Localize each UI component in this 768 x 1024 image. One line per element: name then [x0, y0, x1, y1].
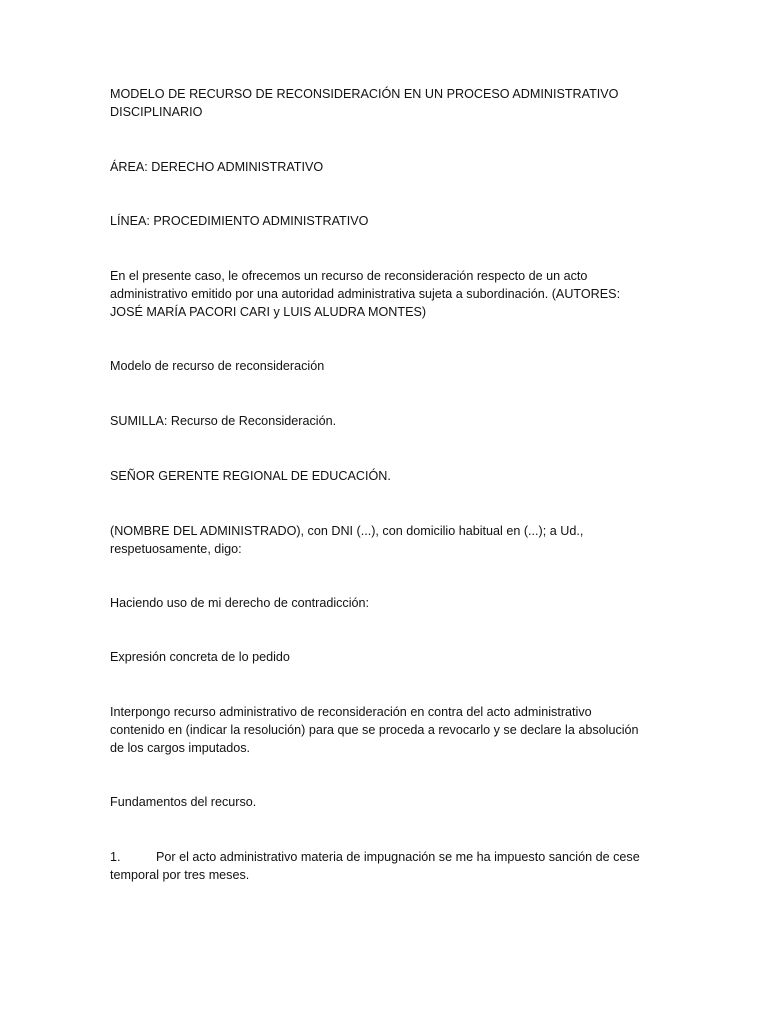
- interpongo-line-1: Interpongo recurso administrativo de reconsideración en contra del acto administrativo: [110, 705, 592, 719]
- interpongo-line-3: de los cargos imputados.: [110, 741, 251, 755]
- numbered-item-1: [110, 848, 670, 884]
- intro-line-1: En el presente caso, le ofrecemos un recurso de reconsideración respecto de un acto: [110, 269, 588, 283]
- administrado-paragraph: [110, 522, 670, 558]
- intro-line-3: JOSÉ MARÍA PACORI CARI y LUIS ALUDRA MONTES): [110, 305, 427, 319]
- expresion-heading: Expresión concreta de lo pedido: [110, 650, 290, 664]
- title-line-1: MODELO DE RECURSO DE RECONSIDERACIÓN EN UN PROCESO ADMINISTRATIVO: [110, 87, 619, 101]
- linea-line: LÍNEA: PROCEDIMIENTO ADMINISTRATIVO: [110, 214, 369, 228]
- document-title: [110, 85, 670, 121]
- destinatario-line: SEÑOR GERENTE REGIONAL DE EDUCACIÓN.: [110, 469, 391, 483]
- item-number: 1.: [110, 850, 121, 864]
- sumilla-line: SUMILLA: Recurso de Reconsideración.: [110, 414, 337, 428]
- fundamentos-heading: Fundamentos del recurso.: [110, 795, 257, 809]
- intro-paragraph: [110, 267, 670, 321]
- interpongo-line-2: contenido en (indicar la resolución) para que se proceda a revocarlo y se declare la absolución: [110, 723, 639, 737]
- administrado-line-2: respetuosamente, digo:: [110, 542, 242, 556]
- item-1-line-2: temporal por tres meses.: [110, 868, 250, 882]
- area-line: ÁREA: DERECHO ADMINISTRATIVO: [110, 160, 324, 174]
- administrado-line-1: (NOMBRE DEL ADMINISTRADO), con DNI (...), con domicilio habitual en (...); a Ud.,: [110, 524, 584, 538]
- haciendo-uso-line: Haciendo uso de mi derecho de contradicción:: [110, 596, 370, 610]
- modelo-heading: Modelo de recurso de reconsideración: [110, 359, 325, 373]
- item-1-line-1: Por el acto administrativo materia de impugnación se me ha impuesto sanción de cese: [156, 850, 640, 864]
- interpongo-paragraph: [110, 703, 670, 757]
- intro-line-2: administrativo emitido por una autoridad administrativa sujeta a subordinación. (AUTORES:: [110, 287, 621, 301]
- title-line-2: DISCIPLINARIO: [110, 105, 203, 119]
